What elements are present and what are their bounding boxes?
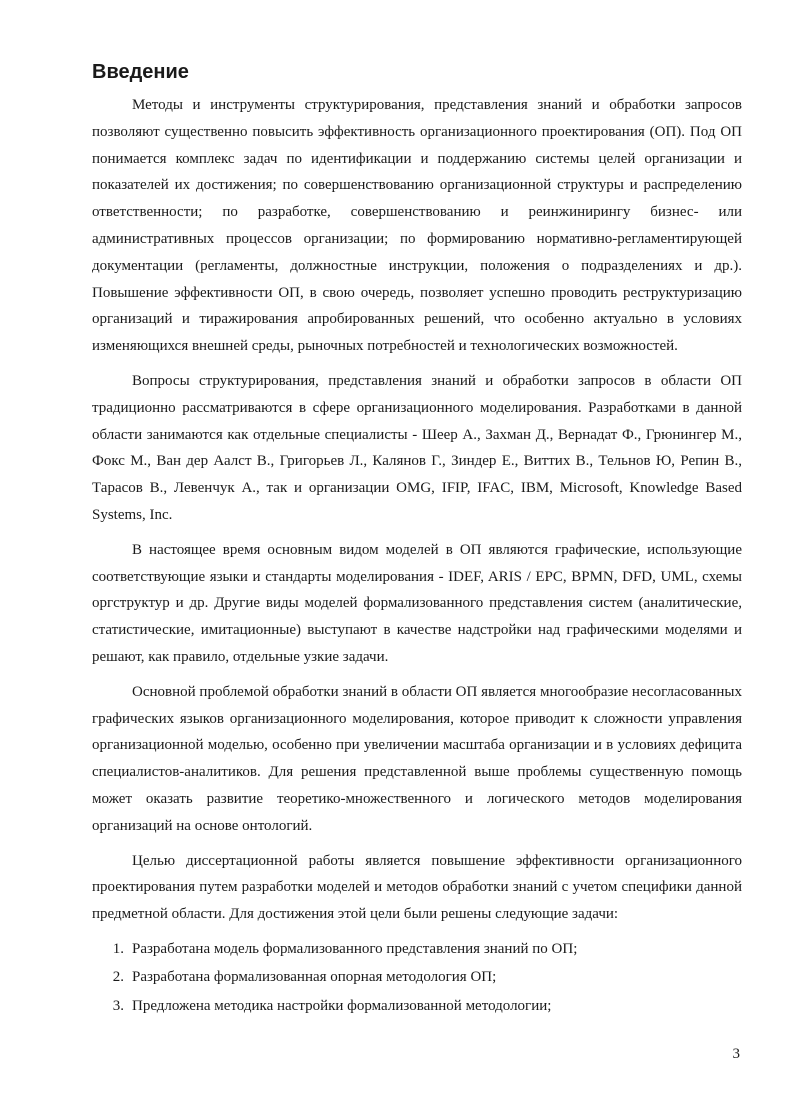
task-list [92, 936, 742, 1020]
list-item-text: Разработана формализованная опорная методология ОП; [132, 969, 497, 986]
page-number: 3 [732, 1046, 740, 1062]
paragraph-intro: Методы и инструменты структурирования, представления знаний и обработки запросов позволяют существенно повысить эффективность организационного проектирования (ОП). Под ОП понимается комплекс задач по идентификации и поддержанию системы целей организации и показателей их достижения; по совершенствованию организационной структуры и распределению ответственности; по разработке, совершенствованию и реинжинирингу бизнес- или административных процессов организации; по формированию нормативно-регламентирующей документации (регламенты, должностные инструкции, положения о подразделениях и др.). Повышение эффективности ОП, в свою очередь, позволяет успешно проводить реструктуризацию организаций и тиражирования апробированных решений, что особенно актуально в условиях изменяющихся внешней среды, рыночных потребностей и технологических возможностей. [92, 97, 742, 355]
list-item-number: 1. [112, 940, 124, 957]
list-item [92, 936, 742, 963]
list-item-text: Разработана модель формализованного представления знаний по ОП; [132, 940, 578, 957]
paragraph-model-types: В настоящее время основным видом моделей в ОП являются графические, использующие соответствующие языки и стандарты моделирования - IDEF, ARIS / EPC, BPMN, DFD, UML, схемы оргструктур и др. Другие виды моделей формализованного представления систем (аналитические, статистические, имитационные) выступают в качестве надстройки над графическими моделями и решают, как правило, отдельные узкие задачи. [92, 541, 742, 665]
paragraph-goal: Целью диссертационной работы является повышение эффективности организационного проектирования путем разработки моделей и методов обработки знаний с учетом специфики данной предметной области. Для достижения этой цели были решены следующие задачи: [92, 852, 742, 923]
paragraph-research-overview: Вопросы структурирования, представления знаний и обработки запросов в области ОП традиционно рассматриваются в сфере организационного моделирования. Разработками в данной области занимаются как отдельные специалисты - Шеер А., Захман Д., Вернадат Ф., Грюнингер М., Фокс М., Ван дер Аалст В., Григорьев Л., Калянов Г., Зиндер Е., Виттих В., Тельнов Ю, Репин В., Тарасов В., Левенчук А., так и организации OMG, IFIP, IFAC, IBM, Microsoft, Knowledge Based Systems, Inc. [92, 372, 742, 523]
section-heading: Введение [92, 61, 189, 83]
list-item [92, 993, 742, 1020]
list-item-number: 3. [112, 997, 124, 1014]
list-item [92, 964, 742, 991]
list-item-text: Предложена методика настройки формализованной методологии; [132, 997, 552, 1014]
list-item-number: 2. [112, 969, 124, 986]
document-page [92, 56, 742, 1021]
paragraph-main-problem: Основной проблемой обработки знаний в области ОП является многообразие несогласованных графических языков организационного моделирования, которое приводит к сложности управления организационной моделью, особенно при увеличении масштаба организации и в условиях дефицита специалистов-аналитиков. Для решения представленной выше проблемы существенную помощь может оказать развитие теоретико-множественного и логического методов моделирования организаций на основе онтологий. [92, 683, 742, 834]
